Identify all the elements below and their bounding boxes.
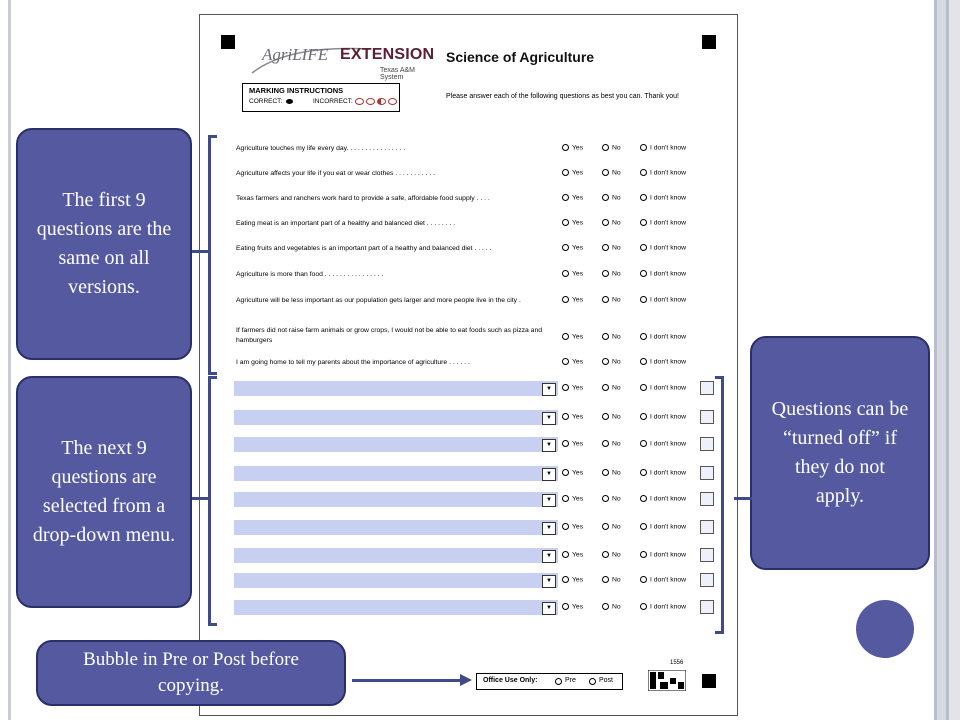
answer-option[interactable]	[562, 576, 583, 583]
answer-option-label: No	[612, 169, 621, 177]
dropdown-questions-bracket	[208, 376, 217, 626]
marking-correct	[249, 98, 293, 105]
callout-bubble-pre-post-text: Bubble in Pre or Post before copying.	[83, 649, 299, 696]
question-dropdown[interactable]	[234, 466, 558, 481]
answer-option[interactable]	[562, 244, 583, 251]
radio-bubble-icon[interactable]	[640, 169, 647, 176]
answer-option-label: No	[612, 219, 621, 227]
question-toggle-checkbox[interactable]	[700, 548, 714, 562]
answer-option[interactable]	[640, 333, 686, 340]
answer-option-label: I don't know	[650, 576, 687, 584]
answer-option-label: Yes	[572, 244, 584, 252]
answer-option[interactable]	[640, 413, 686, 420]
answer-option[interactable]	[640, 384, 686, 391]
answer-option[interactable]	[602, 333, 621, 340]
form-barcode-icon	[648, 670, 686, 691]
marking-instructions-title: MARKING INSTRUCTIONS	[249, 86, 344, 95]
fixed-question-row	[236, 168, 696, 180]
answer-option-label: I don't know	[650, 244, 687, 252]
radio-bubble-icon[interactable]	[602, 576, 609, 583]
radio-bubble-icon[interactable]	[602, 358, 609, 365]
answer-option[interactable]	[640, 495, 686, 502]
answer-option[interactable]	[640, 523, 686, 530]
callout-next-nine	[16, 376, 192, 608]
marking-incorrect	[313, 98, 397, 105]
logo-extension-text: EXTENSION	[340, 46, 435, 63]
arrow-right-icon	[460, 674, 472, 686]
answer-option-label: I don't know	[650, 384, 687, 392]
fixed-question-row	[236, 295, 696, 307]
answer-option[interactable]	[640, 219, 686, 226]
radio-bubble-icon[interactable]	[562, 244, 569, 251]
answer-option[interactable]	[602, 169, 621, 176]
registration-mark-top-left	[221, 35, 235, 49]
dropdown-question-row	[234, 437, 694, 453]
answer-option-label: Yes	[572, 358, 584, 366]
answer-option[interactable]	[562, 551, 583, 558]
radio-bubble-icon[interactable]	[640, 576, 647, 583]
answer-option-label: Yes	[572, 270, 584, 278]
dropdown-question-row	[234, 381, 694, 397]
radio-bubble-icon[interactable]	[602, 270, 609, 277]
answer-option-label: No	[612, 495, 621, 503]
connector-first-nine	[192, 250, 208, 253]
radio-bubble-icon[interactable]	[562, 144, 569, 151]
answer-option[interactable]	[640, 144, 686, 151]
answer-option[interactable]	[602, 495, 621, 502]
answer-option[interactable]	[602, 576, 621, 583]
answer-option-label: Yes	[572, 413, 584, 421]
marking-instructions-box	[242, 83, 400, 112]
callout-bubble-pre-post	[36, 640, 346, 706]
answer-option[interactable]	[640, 603, 686, 610]
fixed-question-row	[236, 218, 696, 230]
radio-bubble-icon[interactable]	[562, 440, 569, 447]
marking-correct-label: CORRECT:	[249, 98, 283, 105]
callout-turned-off	[750, 336, 930, 570]
fixed-question-row	[236, 269, 696, 281]
radio-bubble-icon[interactable]	[602, 469, 609, 476]
answer-option[interactable]	[562, 296, 583, 303]
answer-option-label: I don't know	[650, 440, 687, 448]
question-toggle-checkbox[interactable]	[700, 410, 714, 424]
radio-bubble-icon[interactable]	[602, 194, 609, 201]
answer-option[interactable]	[602, 469, 621, 476]
dropdown-question-row	[234, 548, 694, 564]
question-text: Texas farmers and ranchers work hard to provide a safe, affordable food supply . . . .	[236, 195, 490, 202]
answer-option-label: Yes	[572, 469, 584, 477]
slide-frame-left	[8, 0, 11, 720]
answer-option[interactable]	[562, 469, 583, 476]
chevron-down-icon[interactable]: ▼	[542, 383, 556, 396]
answer-option[interactable]	[602, 523, 621, 530]
question-dropdown[interactable]	[234, 381, 558, 396]
chevron-down-icon[interactable]: ▼	[542, 494, 556, 507]
question-dropdown[interactable]	[234, 600, 558, 615]
answer-option-label: I don't know	[650, 169, 687, 177]
answer-option-label: Yes	[572, 440, 584, 448]
radio-bubble-icon[interactable]	[562, 358, 569, 365]
radio-bubble-icon[interactable]	[562, 219, 569, 226]
answer-option-label: No	[612, 270, 621, 278]
answer-option-label: I don't know	[650, 469, 687, 477]
answer-option-label: Yes	[572, 296, 584, 304]
radio-bubble-icon[interactable]	[640, 551, 647, 558]
chevron-down-icon[interactable]: ▼	[542, 550, 556, 563]
answer-option-label: I don't know	[650, 413, 687, 421]
logo-subtitle: Texas A&M System	[380, 67, 416, 81]
radio-bubble-icon[interactable]	[602, 169, 609, 176]
radio-bubble-icon[interactable]	[562, 413, 569, 420]
radio-bubble-icon[interactable]	[562, 523, 569, 530]
answer-option-label: Yes	[572, 603, 584, 611]
answer-option-label: Yes	[572, 219, 584, 227]
radio-bubble-icon[interactable]	[640, 270, 647, 277]
answer-option[interactable]	[640, 576, 686, 583]
chevron-down-icon[interactable]: ▼	[542, 575, 556, 588]
answer-option[interactable]	[562, 333, 583, 340]
answer-option-label: I don't know	[650, 551, 687, 559]
radio-bubble-icon[interactable]	[602, 333, 609, 340]
answer-option[interactable]	[640, 270, 686, 277]
answer-option[interactable]	[602, 144, 621, 151]
answer-option-label: Yes	[572, 169, 584, 177]
fixed-questions-bracket	[208, 135, 217, 375]
cross-bubble-icon	[366, 98, 375, 105]
registration-mark-top-right	[702, 35, 716, 49]
answer-option-label: Yes	[572, 495, 584, 503]
office-pre-option[interactable]	[555, 677, 576, 684]
question-text: Agriculture is more than food . . . . . . . . . . . . . . . .	[236, 271, 384, 278]
answer-option[interactable]	[602, 384, 621, 391]
answer-option-label: Yes	[572, 384, 584, 392]
office-pre-label: Pre	[565, 677, 576, 684]
answer-option-label: No	[612, 551, 621, 559]
radio-bubble-icon[interactable]	[602, 413, 609, 420]
answer-option-label: Yes	[572, 333, 584, 341]
radio-bubble-icon[interactable]	[640, 469, 647, 476]
question-toggle-checkbox[interactable]	[700, 600, 714, 614]
question-text: Agriculture will be less important as our population gets larger and more people live in the city .	[236, 297, 521, 304]
answer-option-label: No	[612, 603, 621, 611]
fixed-question-row	[236, 357, 696, 369]
radio-bubble-icon[interactable]	[562, 603, 569, 610]
answer-option[interactable]	[640, 244, 686, 251]
radio-bubble-icon[interactable]	[562, 469, 569, 476]
answer-option[interactable]	[602, 244, 621, 251]
answer-option-label: Yes	[572, 144, 584, 152]
radio-bubble-icon[interactable]	[602, 603, 609, 610]
office-use-label: Office Use Only:	[483, 677, 538, 684]
answer-option[interactable]	[602, 219, 621, 226]
fixed-question-row	[236, 327, 696, 344]
answer-option-label: No	[612, 413, 621, 421]
radio-bubble-icon[interactable]	[602, 296, 609, 303]
answer-option[interactable]	[640, 551, 686, 558]
answer-option[interactable]	[640, 169, 686, 176]
radio-bubble-icon[interactable]	[562, 194, 569, 201]
connector-turned-off	[734, 497, 752, 500]
callout-first-nine-text: The first 9 questions are the same on all versions.	[36, 189, 172, 298]
dropdown-question-row	[234, 520, 694, 536]
answer-option[interactable]	[562, 219, 583, 226]
question-dropdown[interactable]	[234, 573, 558, 588]
fixed-question-row	[236, 193, 696, 205]
check-bubble-icon	[355, 98, 364, 105]
answer-option-label: No	[612, 244, 621, 252]
radio-bubble-icon[interactable]	[640, 333, 647, 340]
answer-option-label: No	[612, 384, 621, 392]
answer-option[interactable]	[562, 495, 583, 502]
radio-bubble-icon[interactable]	[640, 219, 647, 226]
question-text: I am going home to tell my parents about the importance of agriculture . . . . . .	[236, 359, 470, 366]
answer-option[interactable]	[602, 194, 621, 201]
question-dropdown[interactable]	[234, 437, 558, 452]
radio-bubble-icon[interactable]	[602, 244, 609, 251]
radio-bubble-icon[interactable]	[562, 333, 569, 340]
dot-bubble-icon	[388, 98, 397, 105]
question-text: Eating meat is an important part of a healthy and balanced diet . . . . . . . .	[236, 220, 456, 227]
answer-option[interactable]	[562, 358, 583, 365]
answer-option-label: No	[612, 358, 621, 366]
radio-bubble-icon[interactable]	[640, 244, 647, 251]
radio-bubble-icon[interactable]	[640, 523, 647, 530]
answer-option-label: I don't know	[650, 333, 687, 341]
office-post-label: Post	[599, 677, 614, 684]
marking-incorrect-label: INCORRECT:	[313, 98, 353, 106]
answer-option-label: No	[612, 296, 621, 304]
answer-option[interactable]	[562, 523, 583, 530]
answer-option-label: Yes	[572, 551, 584, 559]
answer-option-label: I don't know	[650, 495, 687, 503]
answer-option[interactable]	[602, 413, 621, 420]
radio-bubble-icon[interactable]	[562, 551, 569, 558]
radio-bubble-icon[interactable]	[562, 270, 569, 277]
radio-bubble-icon[interactable]	[602, 144, 609, 151]
answer-option[interactable]	[562, 603, 583, 610]
chevron-down-icon[interactable]: ▼	[542, 468, 556, 481]
radio-bubble-icon[interactable]	[562, 495, 569, 502]
question-text: Eating fruits and vegetables is an important part of a healthy and balanced diet . . . . .	[236, 245, 492, 252]
question-text: Agriculture affects your life if you eat or wear clothes . . . . . . . . . . .	[236, 170, 435, 177]
question-dropdown[interactable]	[234, 492, 558, 507]
question-toggle-checkbox[interactable]	[700, 492, 714, 506]
answer-option[interactable]	[602, 270, 621, 277]
answer-option-label: I don't know	[650, 219, 687, 227]
answer-option[interactable]	[562, 144, 583, 151]
chevron-down-icon[interactable]: ▼	[542, 602, 556, 615]
answer-option-label: I don't know	[650, 358, 687, 366]
radio-bubble-icon[interactable]	[562, 169, 569, 176]
answer-option-label: I don't know	[650, 523, 687, 531]
chevron-down-icon[interactable]: ▼	[542, 439, 556, 452]
form-title: Science of Agriculture	[446, 49, 595, 65]
question-toggle-checkbox[interactable]	[700, 520, 714, 534]
radio-bubble-icon[interactable]	[602, 495, 609, 502]
arrow-line	[352, 679, 462, 682]
answer-option-label: I don't know	[650, 144, 687, 152]
instructions-note: Please answer each of the following questions as best you can. Thank you!	[446, 93, 679, 100]
answer-option[interactable]	[640, 194, 686, 201]
agrilife-logo	[248, 43, 435, 83]
question-dropdown[interactable]	[234, 520, 558, 535]
answer-option[interactable]	[562, 440, 583, 447]
answer-option[interactable]	[562, 194, 583, 201]
answer-option[interactable]	[640, 296, 686, 303]
answer-option[interactable]	[602, 440, 621, 447]
radio-bubble-icon[interactable]	[640, 144, 647, 151]
question-toggle-checkbox[interactable]	[700, 381, 714, 395]
radio-bubble-icon[interactable]	[555, 678, 562, 685]
answer-option[interactable]	[640, 469, 686, 476]
fixed-question-row	[236, 243, 696, 255]
answer-option-label: No	[612, 469, 621, 477]
registration-mark-bottom-right	[702, 674, 716, 688]
office-use-box	[476, 673, 623, 690]
half-filled-bubble-icon	[377, 98, 386, 105]
answer-option-label: Yes	[572, 523, 584, 531]
form-number: 1556	[670, 660, 684, 666]
radio-bubble-icon[interactable]	[602, 440, 609, 447]
answer-option-label: I don't know	[650, 296, 687, 304]
answer-option-label: No	[612, 144, 621, 152]
question-toggle-checkbox[interactable]	[700, 437, 714, 451]
answer-option-label: I don't know	[650, 603, 687, 611]
chevron-down-icon[interactable]: ▼	[542, 522, 556, 535]
survey-form-page	[199, 14, 738, 716]
dropdown-question-row	[234, 573, 694, 589]
answer-option-label: I don't know	[650, 194, 687, 202]
radio-bubble-icon[interactable]	[562, 384, 569, 391]
dropdown-question-row	[234, 600, 694, 616]
radio-bubble-icon[interactable]	[562, 296, 569, 303]
radio-bubble-icon[interactable]	[602, 551, 609, 558]
slide-decoration-dot	[856, 600, 914, 658]
answer-option-label: Yes	[572, 194, 584, 202]
answer-option[interactable]	[562, 270, 583, 277]
answer-option[interactable]	[562, 413, 583, 420]
answer-option-label: Yes	[572, 576, 584, 584]
checkbox-bracket	[715, 376, 724, 634]
dropdown-question-row	[234, 410, 694, 426]
radio-bubble-icon[interactable]	[602, 384, 609, 391]
radio-bubble-icon[interactable]	[640, 440, 647, 447]
answer-option[interactable]	[562, 384, 583, 391]
answer-option[interactable]	[602, 358, 621, 365]
answer-option[interactable]	[602, 603, 621, 610]
answer-option[interactable]	[640, 440, 686, 447]
question-text: If farmers did not raise farm animals or grow crops, I would not be able to eat foods such as pizza and hamburgers	[236, 327, 543, 344]
question-dropdown[interactable]	[234, 410, 558, 425]
answer-option-label: No	[612, 576, 621, 584]
radio-bubble-icon[interactable]	[640, 358, 647, 365]
office-post-option[interactable]	[589, 677, 613, 684]
question-toggle-checkbox[interactable]	[700, 466, 714, 480]
radio-bubble-icon[interactable]	[602, 219, 609, 226]
callout-first-nine	[16, 128, 192, 360]
callout-next-nine-text: The next 9 questions are selected from a drop-down menu.	[32, 437, 176, 546]
question-text: Agriculture touches my life every day. . . . . . . . . . . . . . . .	[236, 145, 406, 152]
radio-bubble-icon[interactable]	[640, 194, 647, 201]
answer-option-label: No	[612, 194, 621, 202]
chevron-down-icon[interactable]: ▼	[542, 412, 556, 425]
logo-agri-text: AgriLIFE	[262, 45, 329, 64]
callout-turned-off-text: Questions can be “turned off” if they do not apply.	[771, 398, 909, 507]
answer-option-label: I don't know	[650, 270, 687, 278]
radio-bubble-icon[interactable]	[562, 576, 569, 583]
answer-option[interactable]	[640, 358, 686, 365]
fixed-question-row	[236, 143, 696, 155]
filled-bubble-icon	[286, 99, 293, 104]
radio-bubble-icon[interactable]	[589, 678, 596, 685]
question-toggle-checkbox[interactable]	[700, 573, 714, 587]
connector-next-nine	[192, 497, 208, 500]
answer-option-label: No	[612, 333, 621, 341]
answer-option-label: No	[612, 440, 621, 448]
dropdown-question-row	[234, 466, 694, 482]
radio-bubble-icon[interactable]	[640, 495, 647, 502]
answer-option[interactable]	[562, 169, 583, 176]
radio-bubble-icon[interactable]	[640, 603, 647, 610]
answer-option[interactable]	[602, 551, 621, 558]
radio-bubble-icon[interactable]	[602, 523, 609, 530]
radio-bubble-icon[interactable]	[640, 413, 647, 420]
dropdown-question-row	[234, 492, 694, 508]
answer-option-label: No	[612, 523, 621, 531]
question-dropdown[interactable]	[234, 548, 558, 563]
answer-option[interactable]	[602, 296, 621, 303]
radio-bubble-icon[interactable]	[640, 384, 647, 391]
radio-bubble-icon[interactable]	[640, 296, 647, 303]
